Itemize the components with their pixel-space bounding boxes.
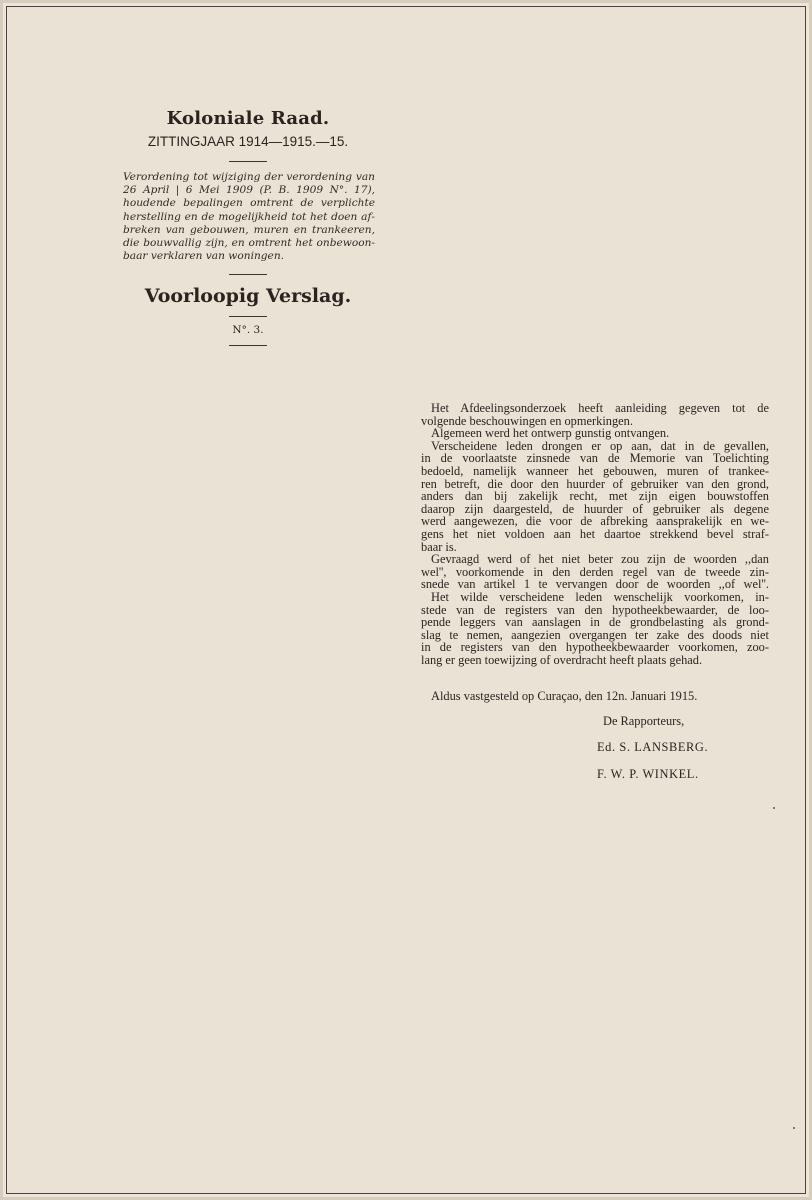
body-line: snede van artikel 1 te vervangen door de woorden ,,of wel''. xyxy=(421,577,769,592)
body-line: daarop zijn daargesteld, de huurder of gebruiker als degene xyxy=(421,501,769,516)
body-line: ren betreft, die door den huurder of gebruiker van den grond, xyxy=(421,476,769,491)
divider xyxy=(229,316,267,317)
body-line: Verscheidene leden drongen er op aan, dat in de gevallen, xyxy=(431,438,769,453)
divider xyxy=(229,161,267,162)
paper-speck xyxy=(773,807,775,809)
body-line: wel'', voorkomende in den derden regel van de tweede zin- xyxy=(421,564,769,579)
paper-speck xyxy=(793,1127,795,1129)
body-line: volgende beschouwingen en opmerkingen. xyxy=(421,413,633,428)
report-body xyxy=(421,402,769,666)
signatories-intro: De Rapporteurs, xyxy=(603,714,685,728)
body-line: pende leggers van aanslagen in de grondbelasting als grond- xyxy=(421,615,769,630)
body-line: Het Afdeelingsonderzoek heeft aanleiding gegeven tot de xyxy=(431,401,769,415)
session-line: ZITTINGJAAR 1914—1915.—15. xyxy=(147,134,349,149)
body-line: stede van de registers van den hypotheekbewaarder, de loo- xyxy=(421,602,769,617)
council-title: Koloniale Raad. xyxy=(166,108,330,129)
body-line: Algemeen werd het ontwerp gunstig ontvangen. xyxy=(431,426,670,441)
body-line: gens het niet voldoen aan het daartoe strekkend bevel straf- xyxy=(421,526,769,541)
report-title: Voorloopig Verslag. xyxy=(144,285,352,308)
divider xyxy=(229,345,267,346)
ordinance-subject: Verordening tot wijziging der verordening van 26 April | 6 Mei 1909 (P. B. 1909 N°. 17), houdende bepalingen omtrent de verplichte herstelling en de mogelijkheid tot het doen afbreken van gebouwen, muren en trankeeren, die bouwvallig zijn, en omtrent het onbewoonbaar verklaren van woningen. xyxy=(123,171,375,263)
closing-line: Aldus vastgesteld op Curaçao, den 12n. Januari 1915. xyxy=(431,689,698,703)
body-line: lang er geen toewijzing of overdracht heeft plaats gehad. xyxy=(421,652,703,667)
report-number: N°. 3. xyxy=(232,324,264,337)
body-line: anders dan bij zakelijk recht, met zijn eigen bouwstoffen xyxy=(421,489,769,504)
body-line: baar is. xyxy=(421,539,457,554)
divider xyxy=(229,274,267,275)
body-line: Het wilde verscheidene leden wenschelijk voorkomen, in- xyxy=(431,589,769,604)
signatory-name: Ed. S. LANSBERG. xyxy=(597,740,709,754)
body-line: slag te nemen, aangezien overgangen ter zake des doods niet xyxy=(421,627,769,642)
signatory-name: F. W. P. WINKEL. xyxy=(597,767,699,781)
header-block xyxy=(117,107,379,355)
body-line: Gevraagd werd of het niet beter zou zijn de woorden ,,dan xyxy=(431,552,769,567)
document-page xyxy=(6,6,806,1194)
body-line: in de registers van den hypotheekbewaarder voorkomen, zoo- xyxy=(421,640,769,655)
body-line: in de voorlaatste zinsnede van de Memorie van Toelichting xyxy=(421,451,769,466)
body-line: bedoeld, namelijk wanneer het gebouwen, muren of trankee- xyxy=(421,463,769,478)
body-line: werd aangewezen, die voor de afbreking aansprakelijk en we- xyxy=(421,514,769,529)
